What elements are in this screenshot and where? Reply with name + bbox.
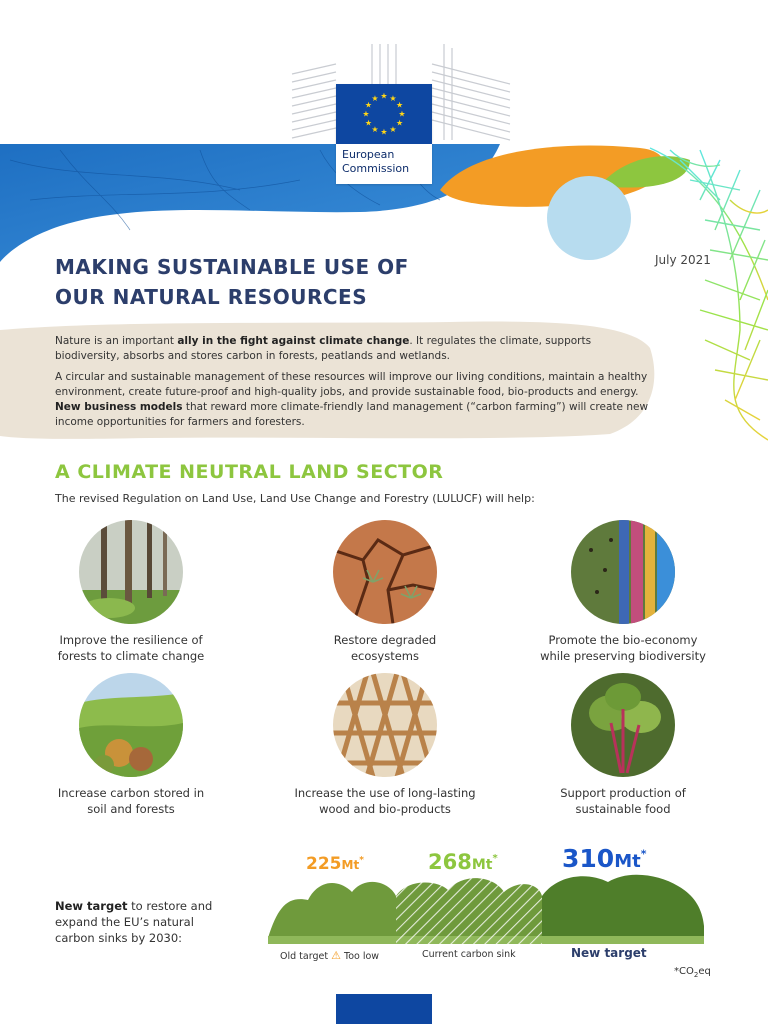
target-highlight: New target: [55, 899, 128, 913]
title-line-2: OUR NATURAL RESOURCES: [55, 285, 368, 309]
eu-star-icon: ★: [371, 125, 379, 135]
eu-star-icon: ★: [396, 118, 404, 128]
eu-star-icon: ★: [396, 100, 404, 110]
item-restore-ecosystems: Restore degraded ecosystems: [280, 520, 490, 664]
old-target-label: Old target ⚠ Too low: [280, 949, 380, 962]
item-carbon-storage: Increase carbon stored in soil and forests: [26, 673, 236, 817]
european-commission-logo: [336, 84, 432, 184]
bottom-blue-bar: [336, 994, 432, 1024]
eu-star-icon: ★: [364, 118, 372, 128]
intro-highlight-2: New business models: [55, 401, 183, 413]
title-line-1: MAKING SUSTAINABLE USE OF: [55, 255, 409, 279]
current-sink-value: 268Mt*: [428, 850, 498, 874]
item-wood-products: Increase the use of long-lasting wood and bio-products: [280, 673, 490, 817]
landscape-photo: [79, 673, 183, 777]
current-sink-label: Current carbon sink: [422, 949, 516, 960]
logo-line-1: European: [342, 148, 395, 161]
eu-star-icon: ★: [371, 93, 379, 103]
eu-star-icon: ★: [380, 127, 388, 137]
chard-plant-photo: [571, 673, 675, 777]
intro-paragraph-1: Nature is an important ally in the fight against climate change. It regulates the climate, supports biodiversity, absorbs and stores carbon in forests, peatlands and wetlands.: [55, 335, 592, 362]
publication-date: July 2021: [655, 253, 711, 267]
cracked-soil-photo: [333, 520, 437, 624]
eu-star-icon: ★: [364, 100, 372, 110]
warning-icon: ⚠: [331, 949, 341, 962]
wood-structure-photo: [333, 673, 437, 777]
section-subtitle: The revised Regulation on Land Use, Land Use Change and Forestry (LULUCF) will help:: [55, 492, 535, 505]
page-title: [55, 252, 409, 312]
tree-line-illustration: [268, 866, 704, 944]
new-target-label: New target: [571, 946, 647, 960]
eu-star-icon: ★: [362, 109, 370, 119]
item-bio-economy: Promote the bio-economy while preserving biodiversity: [518, 520, 728, 664]
co2-footnote: $*CO_2eq$: [674, 966, 711, 979]
light-blue-circle: [547, 176, 631, 260]
new-target-value: 310Mt*: [562, 844, 647, 873]
intro-text: [55, 334, 655, 436]
logo-line-2: Commission: [342, 162, 410, 175]
eu-flag-icon: [336, 84, 432, 144]
forest-photo: [79, 520, 183, 624]
eu-star-icon: ★: [389, 93, 397, 103]
intro-paragraph-2: A circular and sustainable management of these resources will improve our living conditions, maintain a healthy environment, create future-proof and high-quality jobs, and provide sustainable food, bio-products and energy. New business models that reward more climate-friendly land management (“carbon farming”) will create new income opportunities for farmers and foresters.: [55, 371, 649, 428]
eu-star-icon: ★: [380, 91, 388, 101]
eu-star-icon: ★: [398, 109, 406, 119]
section-title: A CLIMATE NEUTRAL LAND SECTOR: [55, 461, 444, 483]
beehive-photo: [571, 520, 675, 624]
old-target-value: 225Mt*: [306, 854, 364, 874]
leaf-vein-shape: [650, 148, 768, 440]
item-forest-resilience: Improve the resilience of forests to climate change: [26, 520, 236, 664]
logo-text: [342, 148, 409, 176]
item-sustainable-food: Support production of sustainable food: [518, 673, 728, 817]
eu-star-icon: ★: [389, 125, 397, 135]
target-description: New target to restore and expand the EU’s natural carbon sinks by 2030:: [55, 899, 213, 945]
intro-highlight-1: ally in the fight against climate change: [177, 335, 410, 347]
